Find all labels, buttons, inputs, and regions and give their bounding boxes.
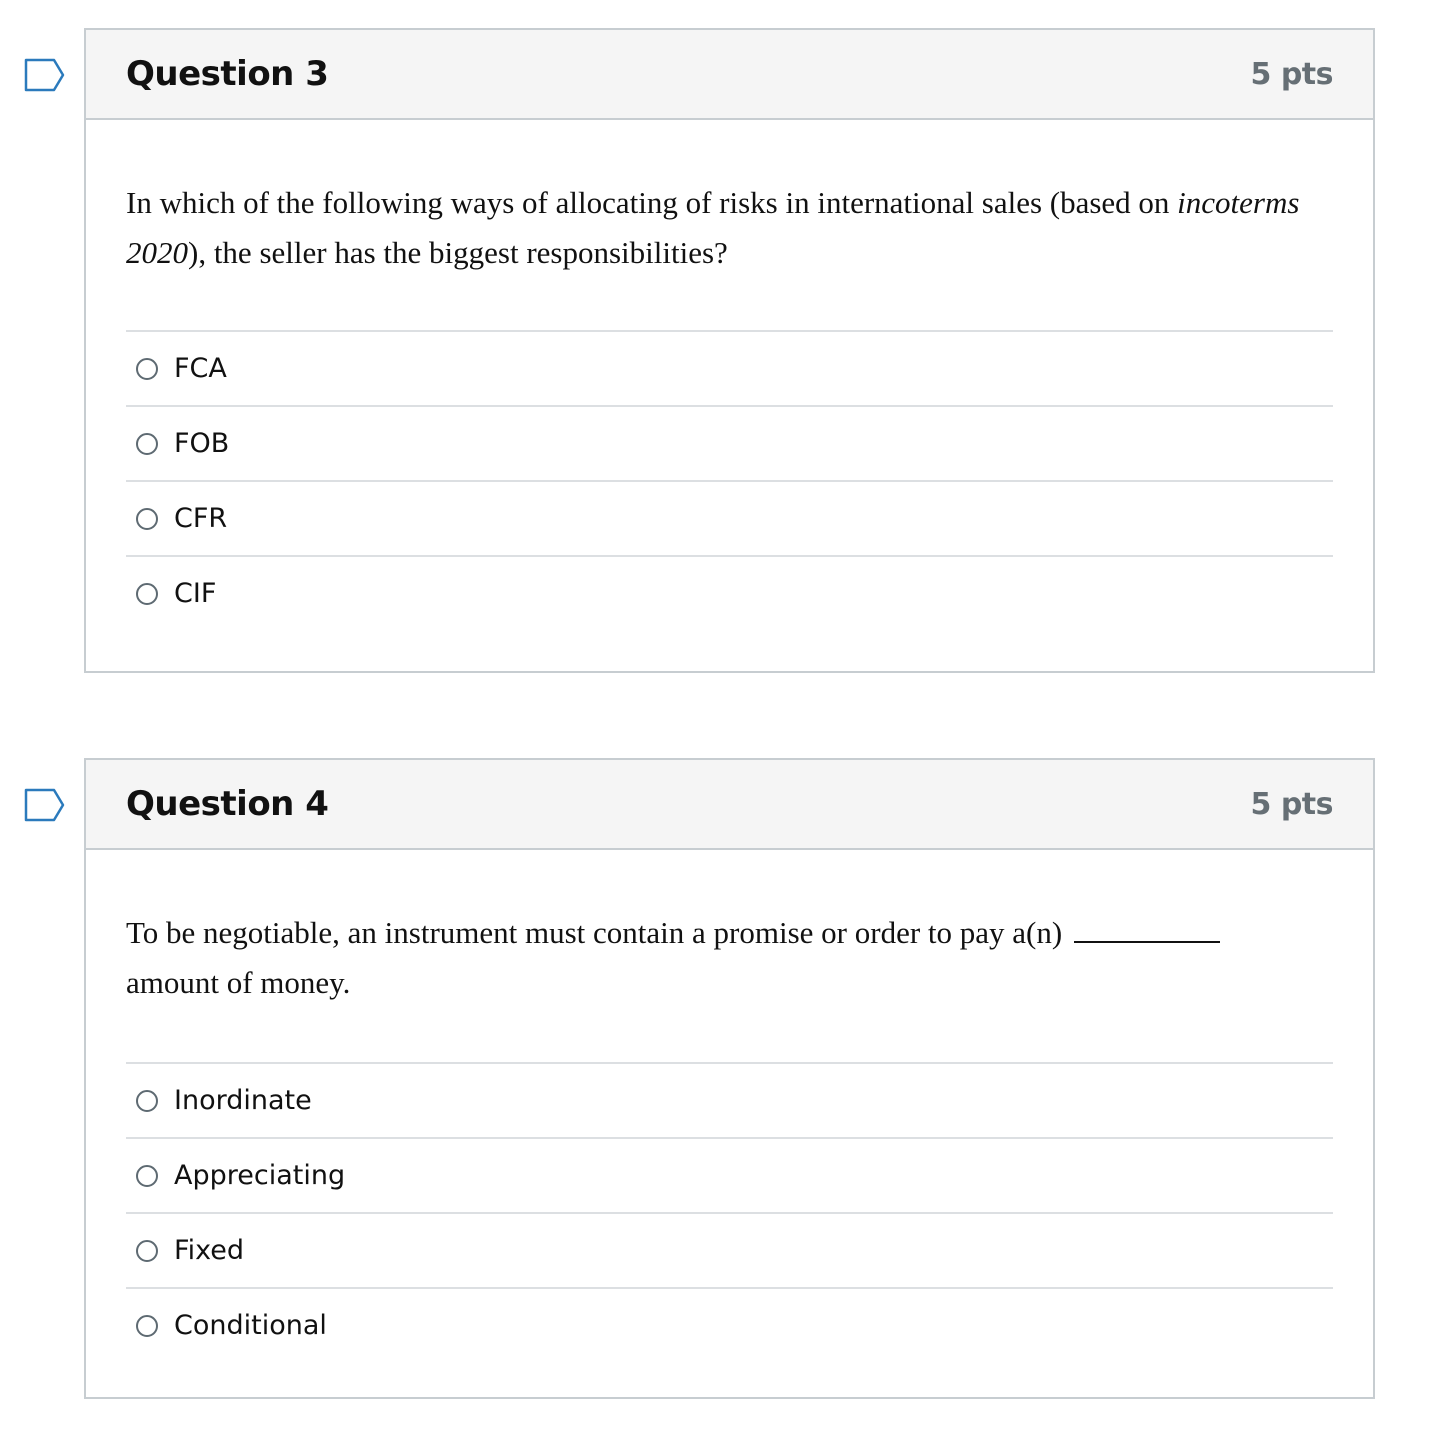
question-points: 5 pts [1250, 56, 1333, 92]
question-4-card [84, 758, 1375, 1399]
radio-button[interactable] [136, 1315, 158, 1337]
radio-button[interactable] [136, 433, 158, 455]
answer-label: FCA [174, 353, 227, 384]
answer-option[interactable] [126, 480, 1333, 555]
answer-label: CIF [174, 578, 217, 609]
answer-label: CFR [174, 503, 228, 534]
answer-option[interactable] [126, 1062, 1333, 1137]
answer-option[interactable] [126, 1137, 1333, 1212]
question-text [86, 850, 1373, 1008]
radio-button[interactable] [136, 1165, 158, 1187]
radio-button[interactable] [136, 1090, 158, 1112]
question-header [86, 30, 1373, 120]
answer-list [126, 330, 1333, 630]
question-header [86, 760, 1373, 850]
answer-label: Inordinate [174, 1085, 312, 1116]
answer-list [126, 1062, 1333, 1362]
answer-label: Appreciating [174, 1160, 346, 1191]
radio-button[interactable] [136, 583, 158, 605]
radio-button[interactable] [136, 358, 158, 380]
answer-option[interactable] [126, 330, 1333, 405]
question-text-part2: amount of money. [126, 965, 351, 1000]
question-text-part2: ), the seller has the biggest responsibilities? [188, 235, 728, 270]
answer-option[interactable] [126, 555, 1333, 630]
radio-button[interactable] [136, 508, 158, 530]
question-text-part1: In which of the following ways of allocating of risks in international sales (based on [126, 185, 1178, 220]
flag-question-icon[interactable] [24, 788, 66, 822]
question-title: Question 4 [126, 784, 329, 824]
answer-option[interactable] [126, 405, 1333, 480]
answer-option[interactable] [126, 1212, 1333, 1287]
answer-label: FOB [174, 428, 230, 459]
answer-option[interactable] [126, 1287, 1333, 1362]
question-text-part1: To be negotiable, an instrument must contain a promise or order to pay a(n) [126, 915, 1063, 950]
fill-in-blank-line [1074, 919, 1220, 943]
question-text [86, 120, 1373, 278]
question-text-italic: incoterms 2020 [126, 185, 1300, 270]
question-title: Question 3 [126, 54, 329, 94]
radio-button[interactable] [136, 1240, 158, 1262]
question-points: 5 pts [1250, 786, 1333, 822]
question-3-card [84, 28, 1375, 673]
answer-label: Conditional [174, 1310, 327, 1341]
answer-label: Fixed [174, 1235, 244, 1266]
flag-question-icon[interactable] [24, 58, 66, 92]
